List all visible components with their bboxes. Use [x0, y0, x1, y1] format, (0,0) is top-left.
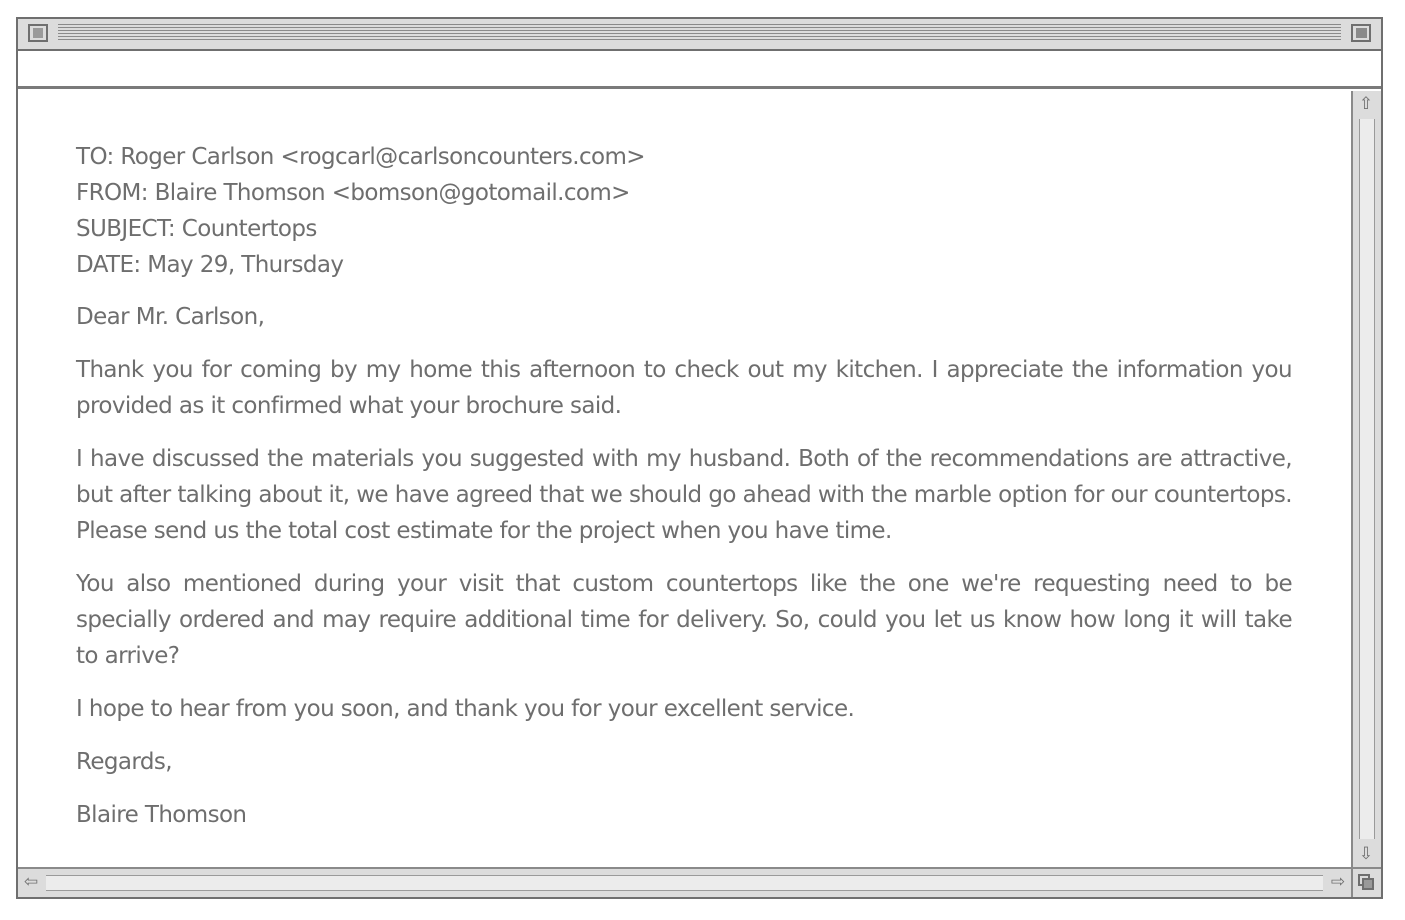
title-bar-stripes	[58, 24, 1341, 42]
email-subject: SUBJECT: Countertops	[76, 216, 317, 242]
toolbar	[18, 51, 1381, 89]
resize-grow-icon[interactable]	[1351, 867, 1381, 897]
vertical-scroll-track[interactable]	[1359, 119, 1375, 839]
email-from: FROM: Blaire Thomson <bomson@gotomail.com>	[76, 180, 630, 206]
email-date: DATE: May 29, Thursday	[76, 252, 344, 278]
arrow-up-icon[interactable]: ⇧	[1358, 93, 1374, 114]
email-paragraph-4: I hope to hear from you soon, and thank you for your excellent service.	[76, 696, 855, 722]
email-message	[76, 139, 1292, 833]
email-greeting: Dear Mr. Carlson,	[76, 304, 265, 330]
arrow-left-icon[interactable]: ⇦	[23, 871, 39, 892]
horizontal-scrollbar[interactable]	[18, 867, 1351, 897]
email-closing: Regards,	[76, 749, 172, 775]
vertical-scrollbar[interactable]	[1351, 91, 1381, 867]
email-paragraph-3: You also mentioned during your visit that custom countertops like the one we're requesting need to be specially ordered and may require additional time for delivery. So, could you let us know how long it will take to arrive?	[76, 571, 1292, 669]
arrow-down-icon[interactable]: ⇩	[1358, 843, 1374, 864]
email-paragraph-2: I have discussed the materials you suggested with my husband. Both of the recommendations are attractive, but after talking about it, we have agreed that we should go ahead with the marble option for our countertops. Please send us the total cost estimate for the project when you have time.	[76, 446, 1292, 544]
email-window	[16, 17, 1383, 899]
arrow-right-icon[interactable]: ⇨	[1330, 871, 1346, 892]
email-paragraph-1: Thank you for coming by my home this afternoon to check out my kitchen. I appreciate the information you provided as it confirmed what your brochure said.	[76, 357, 1292, 419]
close-box-icon[interactable]	[28, 24, 48, 42]
horizontal-scroll-track[interactable]	[46, 875, 1323, 891]
zoom-box-icon[interactable]	[1351, 24, 1371, 42]
email-to: TO: Roger Carlson <rogcarl@carlsoncounters.com>	[76, 144, 645, 170]
title-bar[interactable]	[18, 19, 1381, 51]
message-content	[18, 91, 1351, 867]
email-signature: Blaire Thomson	[76, 802, 247, 828]
